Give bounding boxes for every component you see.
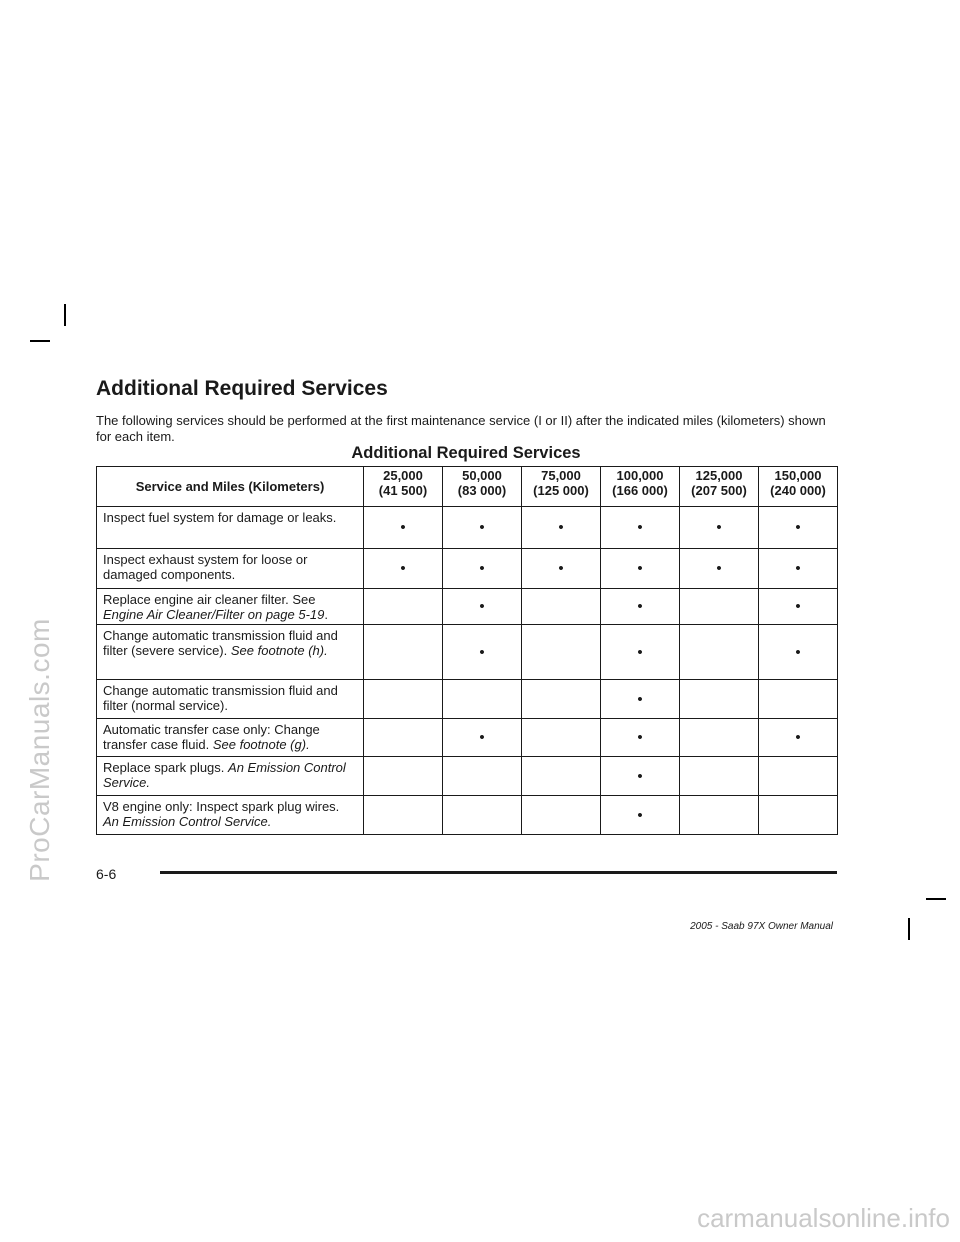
service-required-marker: • — [795, 598, 801, 615]
services-table — [96, 466, 838, 835]
header-service-label-text: Service and Miles (Kilometers) — [135, 478, 325, 494]
header-interval — [364, 467, 443, 507]
crop-mark — [30, 340, 50, 342]
footer-note: 2005 - Saab 97X Owner Manual — [690, 921, 833, 932]
service-required-marker: • — [558, 560, 564, 577]
interval-cell — [601, 680, 680, 719]
footer-rule — [160, 871, 837, 874]
service-required-marker: • — [637, 806, 643, 824]
service-text: Inspect fuel system for damage or leaks. — [103, 510, 337, 525]
interval-cell — [759, 719, 838, 757]
interval-km: (125 000) — [533, 483, 589, 498]
interval-cell — [601, 589, 680, 625]
service-description — [97, 680, 364, 719]
interval-cell — [601, 719, 680, 757]
service-description — [97, 507, 364, 549]
interval-cell — [364, 796, 443, 835]
crop-mark — [908, 918, 910, 940]
interval-cell — [364, 757, 443, 796]
interval-cell — [443, 507, 522, 549]
interval-cell — [601, 507, 680, 549]
table-row — [97, 719, 838, 757]
service-required-marker: • — [479, 643, 485, 661]
service-required-marker: • — [795, 729, 801, 746]
interval-cell — [522, 507, 601, 549]
service-required-marker: • — [637, 767, 643, 785]
page-number: 6-6 — [96, 866, 117, 882]
service-reference: See footnote (g). — [212, 737, 310, 752]
interval-cell — [522, 796, 601, 835]
service-text: Inspect exhaust system for loose or damaged components. — [103, 552, 308, 582]
interval-cell — [522, 757, 601, 796]
interval-cell — [443, 549, 522, 589]
interval-cell — [522, 549, 601, 589]
crop-mark — [926, 898, 946, 900]
header-interval — [759, 467, 838, 507]
interval-cell — [680, 757, 759, 796]
service-description — [97, 625, 364, 680]
interval-cell — [522, 719, 601, 757]
table-header-row — [97, 467, 838, 507]
interval-cell — [759, 507, 838, 549]
service-required-marker: • — [400, 560, 406, 577]
service-description: Replace engine air cleaner filter. See Engine Air Cleaner/Filter on page 5-19. — [97, 589, 364, 625]
service-required-marker: • — [637, 598, 643, 615]
service-reference: Engine Air Cleaner/Filter on page 5-19 — [103, 607, 325, 622]
service-required-marker: • — [637, 690, 643, 708]
interval-cell — [364, 589, 443, 625]
header-interval — [680, 467, 759, 507]
header-interval — [522, 467, 601, 507]
service-required-marker: • — [716, 560, 722, 577]
interval-cell — [601, 757, 680, 796]
interval-cell — [680, 507, 759, 549]
service-reference: An Emission Control Service. — [103, 814, 272, 829]
interval-cell — [601, 796, 680, 835]
service-required-marker: • — [637, 519, 643, 536]
service-text: Replace spark plugs. — [103, 760, 225, 775]
interval-cell — [443, 589, 522, 625]
service-description — [97, 719, 364, 757]
service-text: Replace engine air cleaner filter. See — [103, 592, 316, 607]
intro-paragraph: The following services should be performed at the first maintenance service (I or II) after the indicated miles (kilometers) shown for each item. — [96, 413, 826, 444]
interval-cell — [443, 757, 522, 796]
section-heading: Additional Required Services — [96, 377, 388, 400]
watermark-bottom: carmanualsonline.info — [697, 1203, 950, 1233]
service-reference: An Emission Control Service. — [103, 760, 346, 790]
service-required-marker: • — [795, 560, 801, 577]
interval-cell — [443, 719, 522, 757]
interval-cell — [443, 680, 522, 719]
service-required-marker: • — [795, 519, 801, 536]
interval-cell — [522, 625, 601, 680]
interval-miles: 50,000 — [462, 468, 502, 483]
table-row — [97, 549, 838, 589]
table-row — [97, 680, 838, 719]
interval-cell — [680, 796, 759, 835]
interval-cell — [759, 625, 838, 680]
interval-cell — [364, 719, 443, 757]
interval-miles: 25,000 — [383, 468, 423, 483]
interval-km: (240 000) — [770, 483, 826, 498]
interval-cell — [680, 719, 759, 757]
interval-km: (166 000) — [612, 483, 668, 498]
interval-cell — [364, 507, 443, 549]
table-title: Additional Required Services — [351, 444, 581, 462]
service-description — [97, 549, 364, 589]
interval-cell — [364, 549, 443, 589]
interval-cell — [601, 625, 680, 680]
service-required-marker: • — [479, 729, 485, 746]
interval-cell — [443, 796, 522, 835]
interval-cell — [759, 757, 838, 796]
service-required-marker: • — [479, 519, 485, 536]
interval-cell — [680, 549, 759, 589]
interval-cell — [759, 796, 838, 835]
interval-miles: 100,000 — [616, 468, 664, 483]
service-required-marker: • — [795, 643, 801, 661]
interval-miles: 150,000 — [774, 468, 822, 483]
table-row — [97, 796, 838, 835]
interval-km: (83 000) — [457, 483, 507, 498]
service-required-marker: • — [479, 560, 485, 577]
interval-cell — [522, 589, 601, 625]
service-text: Change automatic transmission fluid and filter (severe service). — [103, 628, 338, 658]
service-text: Automatic transfer case only: Change transfer case fluid. — [103, 722, 320, 752]
interval-cell — [759, 549, 838, 589]
interval-cell — [601, 549, 680, 589]
table-body — [97, 507, 838, 835]
interval-cell — [522, 680, 601, 719]
table-row — [97, 589, 838, 625]
service-required-marker: • — [637, 560, 643, 577]
service-required-marker: • — [558, 519, 564, 536]
header-interval — [443, 467, 522, 507]
service-required-marker: • — [479, 598, 485, 615]
interval-cell — [680, 589, 759, 625]
interval-km: (207 500) — [691, 483, 747, 498]
table-row — [97, 507, 838, 549]
interval-cell — [759, 680, 838, 719]
interval-cell — [680, 680, 759, 719]
service-required-marker: • — [637, 729, 643, 746]
watermark-side: ProCarManuals.com — [24, 618, 55, 882]
interval-miles: 125,000 — [695, 468, 743, 483]
service-required-marker: • — [637, 643, 643, 661]
service-text: V8 engine only: Inspect spark plug wires. — [103, 799, 340, 814]
service-description — [97, 757, 364, 796]
table-row — [97, 757, 838, 796]
service-required-marker: • — [400, 519, 406, 536]
interval-miles: 75,000 — [541, 468, 581, 483]
crop-mark — [64, 304, 66, 326]
interval-km: (41 500) — [378, 483, 428, 498]
service-text: Change automatic transmission fluid and filter (normal service). — [103, 683, 338, 713]
interval-cell — [364, 625, 443, 680]
header-service-label — [97, 467, 364, 507]
header-interval — [601, 467, 680, 507]
interval-cell — [759, 589, 838, 625]
service-description — [97, 796, 364, 835]
interval-cell — [443, 625, 522, 680]
service-required-marker: • — [716, 519, 722, 536]
interval-cell — [364, 680, 443, 719]
interval-cell — [680, 625, 759, 680]
service-reference: See footnote (h). — [230, 643, 328, 658]
table-row — [97, 625, 838, 680]
